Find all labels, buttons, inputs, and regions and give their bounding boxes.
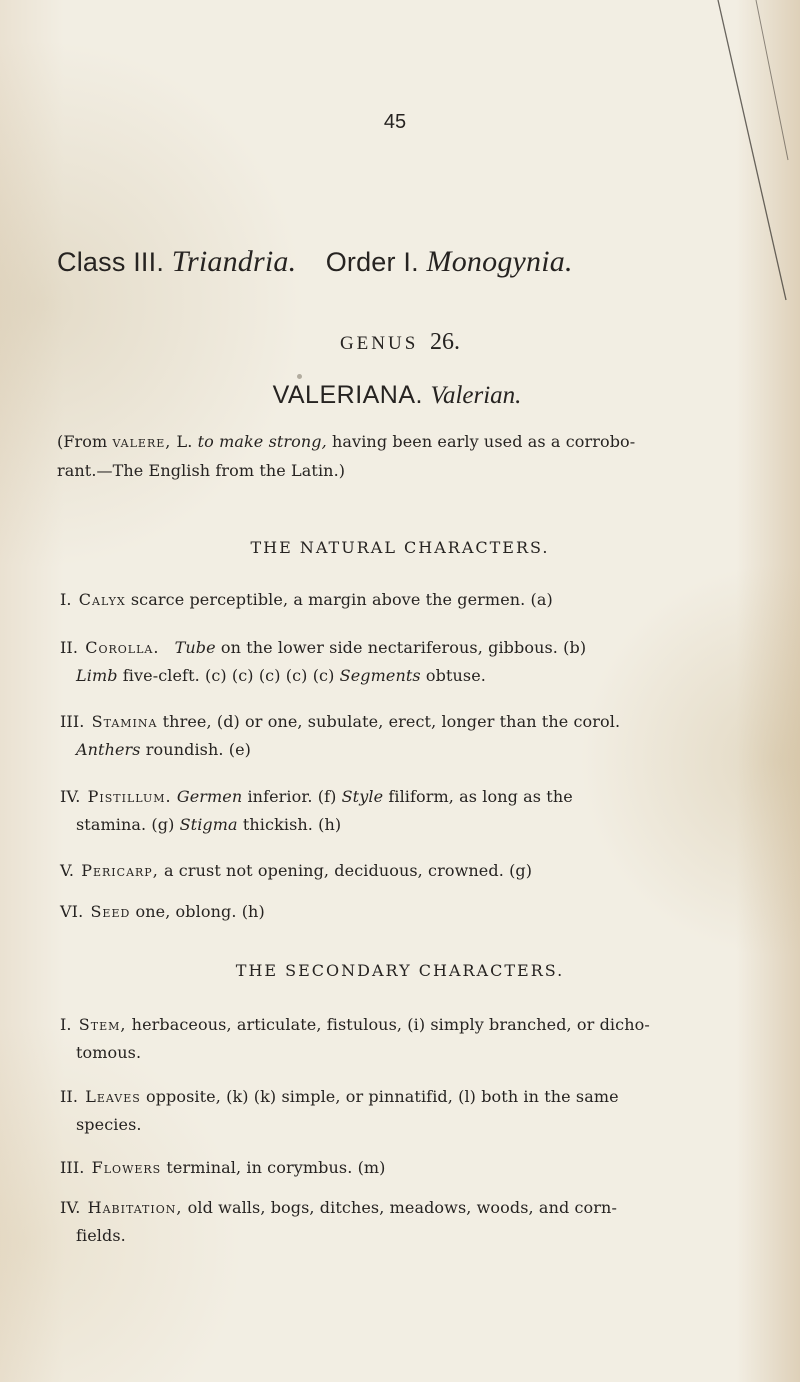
natural-character-calyx: [60, 586, 740, 614]
natural-character-corolla: [60, 634, 740, 690]
etymology-word: valere,: [112, 432, 172, 451]
entry-term: Flowers: [91, 1158, 162, 1177]
entry-numeral: II.: [60, 1087, 79, 1106]
entry-numeral: V.: [60, 861, 75, 880]
natural-character-seed: [60, 898, 740, 926]
etymology-line-2: rant.—The English from the Latin.): [57, 461, 346, 480]
page-edge-fold-line: [716, 0, 790, 310]
entry-numeral: III.: [60, 712, 85, 731]
entry-text: stamina. (g): [76, 815, 180, 834]
entry-numeral: I.: [60, 1015, 72, 1034]
order-label: Order I.: [325, 247, 419, 277]
etymology-paragraph: [57, 427, 737, 485]
entry-subterm-segments: Segments: [339, 666, 421, 685]
page-number: 45: [383, 111, 407, 133]
entry-text: filiform, as long as the: [383, 787, 573, 806]
entry-numeral: II.: [60, 638, 79, 657]
plant-latin-name: VALERIANA.: [272, 381, 423, 409]
entry-term: Pericarp,: [81, 861, 159, 880]
etymology-middle: L.: [176, 432, 193, 451]
entry-numeral: IV.: [60, 1198, 81, 1217]
entry-numeral: III.: [60, 1158, 85, 1177]
genus-number: 26.: [430, 329, 461, 355]
entry-numeral: VI.: [60, 902, 84, 921]
entry-term: Calyx: [78, 590, 126, 609]
entry-numeral: IV.: [60, 787, 81, 806]
entry-text: obtuse.: [420, 666, 486, 685]
etymology-meaning: to make strong,: [197, 432, 327, 451]
entry-term: Stamina: [91, 712, 158, 731]
entry-term: Leaves: [85, 1087, 141, 1106]
entry-text: herbaceous, articulate, fistulous, (i) simply branched, or dicho-: [131, 1015, 650, 1034]
secondary-characters-title: THE SECONDARY CHARACTERS.: [235, 961, 565, 980]
entry-text: inferior. (f): [242, 787, 342, 806]
plant-heading: [217, 381, 577, 410]
genus-label: GENUS: [339, 333, 419, 354]
natural-character-pericarp: [60, 857, 740, 885]
entry-term: Corolla.: [85, 638, 160, 657]
secondary-character-flowers: [60, 1154, 740, 1182]
ink-spot: [297, 374, 302, 379]
entry-text: one, oblong. (h): [135, 902, 265, 921]
entry-subterm-style: Style: [341, 787, 384, 806]
entry-text-continued: tomous.: [76, 1043, 142, 1062]
entry-subterm-stigma: Stigma: [179, 815, 238, 834]
entry-term: Habitation,: [87, 1198, 183, 1217]
order-name: Monogynia.: [426, 245, 573, 278]
entry-text: terminal, in corymbus. (m): [166, 1158, 386, 1177]
etymology-rest: having been early used as a corrobo-: [332, 432, 636, 451]
entry-text: thickish. (h): [237, 815, 342, 834]
entry-term: Pistillum.: [87, 787, 172, 806]
entry-subterm-anthers: Anthers: [76, 740, 141, 759]
natural-characters-title: THE NATURAL CHARACTERS.: [250, 538, 550, 557]
entry-text: a crust not opening, deciduous, crowned. (g): [163, 861, 533, 880]
entry-numeral: I.: [60, 590, 72, 609]
entry-text: on the lower side nectariferous, gibbous. (b): [215, 638, 587, 657]
entry-text: roundish. (e): [140, 740, 252, 759]
class-label: Class III.: [57, 247, 165, 277]
natural-character-stamina: [60, 708, 740, 764]
entry-subterm-limb: Limb: [76, 666, 118, 685]
entry-text: five-cleft. (c) (c) (c) (c) (c): [117, 666, 340, 685]
class-name: Triandria.: [171, 245, 297, 278]
entry-subterm-germen: Germen: [176, 787, 243, 806]
entry-term: Stem,: [78, 1015, 127, 1034]
secondary-character-stem: [60, 1011, 740, 1067]
entry-text: old walls, bogs, ditches, meadows, woods, and corn-: [187, 1198, 617, 1217]
natural-character-pistillum: [60, 783, 740, 839]
entry-term: Seed: [90, 902, 131, 921]
plant-common-name: Valerian.: [430, 382, 522, 409]
genus-heading: [280, 329, 520, 356]
entry-text: three, (d) or one, subulate, erect, longer than the corol.: [162, 712, 621, 731]
secondary-character-habitation: [60, 1194, 740, 1250]
secondary-character-leaves: [60, 1083, 740, 1139]
entry-text: opposite, (k) (k) simple, or pinnatifid, (l) both in the same: [145, 1087, 619, 1106]
class-order-heading: [57, 245, 573, 279]
entry-text: scarce perceptible, a margin above the germen. (a): [130, 590, 553, 609]
entry-text-continued: fields.: [76, 1226, 126, 1245]
entry-subterm-tube: Tube: [174, 638, 216, 657]
etymology-prefix: (From: [57, 432, 108, 451]
entry-text-continued: species.: [76, 1115, 142, 1134]
